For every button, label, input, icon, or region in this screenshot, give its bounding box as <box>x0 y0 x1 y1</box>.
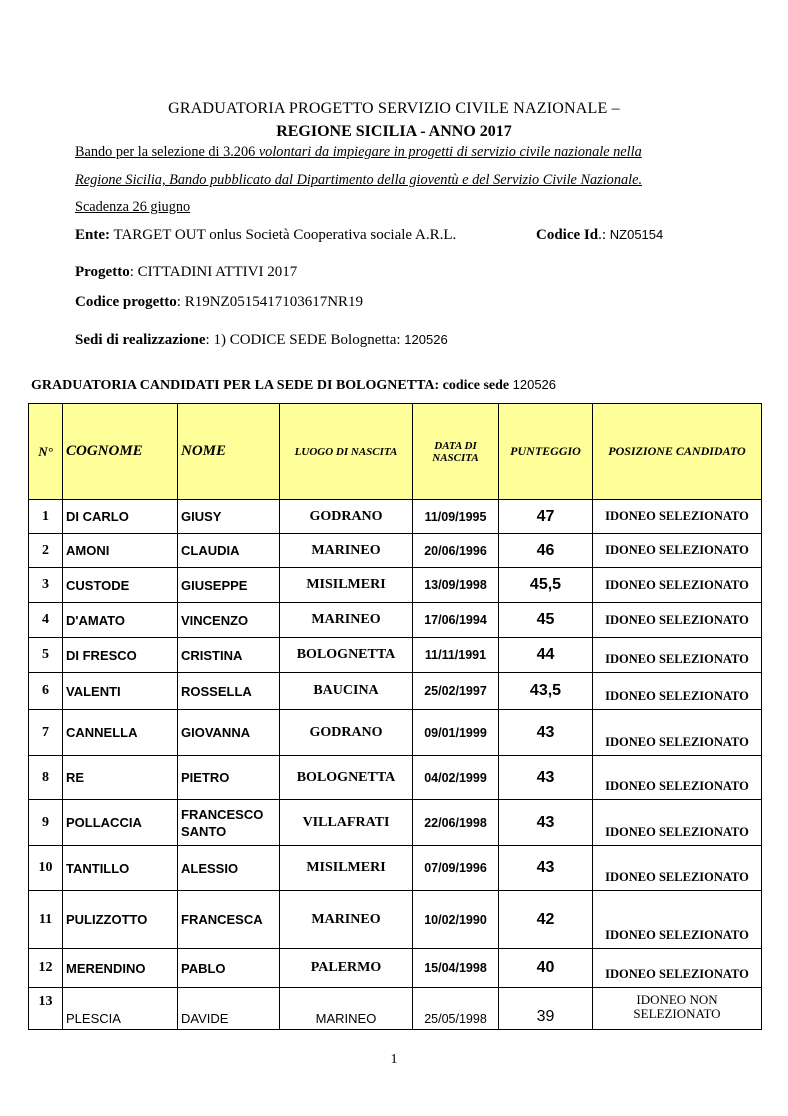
cell-posizione: IDONEO SELEZIONATO <box>593 949 762 988</box>
cell-n: 10 <box>29 846 63 891</box>
progetto-label: Progetto <box>75 264 130 280</box>
cell-data: 11/09/1995 <box>413 500 499 534</box>
ranking-table <box>28 403 762 1030</box>
cell-punteggio: 43 <box>499 846 593 891</box>
cell-luogo: MARINEO <box>280 891 413 949</box>
cell-posizione: IDONEO SELEZIONATO <box>593 638 762 673</box>
cell-n: 9 <box>29 800 63 846</box>
cell-luogo: MISILMERI <box>280 568 413 603</box>
cell-data: 17/06/1994 <box>413 603 499 638</box>
cell-nome: ALESSIO <box>178 846 280 891</box>
cell-n: 12 <box>29 949 63 988</box>
cell-cognome: DI CARLO <box>63 500 178 534</box>
cell-data: 11/11/1991 <box>413 638 499 673</box>
bando-italic-text: Regione Sicilia, Bando pubblicato dal Dipartimento della gioventù e del Servizio Civile Nazionale. <box>75 172 643 188</box>
graduatoria-heading <box>31 377 556 394</box>
cell-nome: PIETRO <box>178 756 280 800</box>
cell-punteggio: 47 <box>499 500 593 534</box>
cell-posizione: IDONEO SELEZIONATO <box>593 710 762 756</box>
cell-luogo: BOLOGNETTA <box>280 756 413 800</box>
codice-progetto-value: : R19NZ0515417103617NR19 <box>176 294 364 310</box>
table-row <box>29 568 762 603</box>
cell-cognome: TANTILLO <box>63 846 178 891</box>
table-row <box>29 949 762 988</box>
table-row <box>29 673 762 710</box>
cell-data: 25/02/1997 <box>413 673 499 710</box>
sedi-code: 120526 <box>404 332 448 347</box>
bando-deadline: Scadenza 26 giugno <box>75 199 191 215</box>
progetto-line <box>75 264 297 281</box>
header-cognome: COGNOME <box>63 404 178 500</box>
cell-cognome: RE <box>63 756 178 800</box>
table-row <box>29 710 762 756</box>
cell-luogo: VILLAFRATI <box>280 800 413 846</box>
cell-data: 04/02/1999 <box>413 756 499 800</box>
table-row <box>29 638 762 673</box>
cell-punteggio: 43 <box>499 756 593 800</box>
cell-nome: DAVIDE <box>178 988 280 1030</box>
ente-label: Ente: <box>75 227 110 243</box>
codice-id-sep: .: <box>598 227 610 243</box>
cell-nome: ROSSELLA <box>178 673 280 710</box>
ente-line <box>75 227 456 244</box>
table-row <box>29 800 762 846</box>
codice-id-value: NZ05154 <box>609 227 664 242</box>
cell-luogo: GODRANO <box>280 710 413 756</box>
page-number: 1 <box>390 1052 398 1067</box>
cell-data: 22/06/1998 <box>413 800 499 846</box>
ente-value: TARGET OUT onlus Società Cooperativa sociale A.R.L. <box>110 227 457 243</box>
cell-nome: VINCENZO <box>178 603 280 638</box>
cell-luogo: MARINEO <box>280 534 413 568</box>
cell-posizione: IDONEO SELEZIONATO <box>593 534 762 568</box>
cell-nome: PABLO <box>178 949 280 988</box>
cell-luogo: BOLOGNETTA <box>280 638 413 673</box>
cell-punteggio: 43 <box>499 800 593 846</box>
cell-luogo: GODRANO <box>280 500 413 534</box>
header-n: N° <box>29 404 63 500</box>
cell-cognome: MERENDINO <box>63 949 178 988</box>
cell-punteggio: 45 <box>499 603 593 638</box>
bando-italic-text: volontari da impiegare in progetti di servizio civile nazionale nella <box>258 144 642 160</box>
cell-punteggio: 46 <box>499 534 593 568</box>
cell-n: 6 <box>29 673 63 710</box>
cell-nome: GIUSEPPE <box>178 568 280 603</box>
cell-data: 07/09/1996 <box>413 846 499 891</box>
cell-punteggio: 39 <box>499 988 593 1030</box>
cell-punteggio: 44 <box>499 638 593 673</box>
codice-id-line <box>536 227 663 244</box>
cell-punteggio: 45,5 <box>499 568 593 603</box>
header-posizione: POSIZIONE CANDIDATO <box>593 404 762 500</box>
cell-n: 2 <box>29 534 63 568</box>
cell-cognome: AMONI <box>63 534 178 568</box>
cell-nome: GIOVANNA <box>178 710 280 756</box>
graduatoria-code: 120526 <box>512 377 557 392</box>
header-nome: NOME <box>178 404 280 500</box>
table-header-row <box>29 404 762 500</box>
table-row <box>29 891 762 949</box>
cell-luogo: MARINEO <box>280 603 413 638</box>
cell-cognome: VALENTI <box>63 673 178 710</box>
cell-n: 8 <box>29 756 63 800</box>
cell-luogo: PALERMO <box>280 949 413 988</box>
cell-data: 10/02/1990 <box>413 891 499 949</box>
codice-id-label: Codice Id <box>536 227 599 243</box>
cell-data: 13/09/1998 <box>413 568 499 603</box>
sedi-line <box>75 332 448 349</box>
cell-luogo: BAUCINA <box>280 673 413 710</box>
cell-n: 13 <box>29 988 63 1030</box>
cell-punteggio: 42 <box>499 891 593 949</box>
bando-text: Bando per la selezione di 3.206 <box>75 144 259 160</box>
cell-posizione: IDONEO SELEZIONATO <box>593 568 762 603</box>
cell-luogo: MARINEO <box>280 988 413 1030</box>
table-row <box>29 603 762 638</box>
cell-posizione: IDONEO SELEZIONATO <box>593 891 762 949</box>
cell-data: 09/01/1999 <box>413 710 499 756</box>
cell-n: 11 <box>29 891 63 949</box>
cell-cognome: CANNELLA <box>63 710 178 756</box>
cell-n: 7 <box>29 710 63 756</box>
cell-posizione: IDONEO SELEZIONATO <box>593 846 762 891</box>
header-punteggio: PUNTEGGIO <box>499 404 593 500</box>
cell-nome: CLAUDIA <box>178 534 280 568</box>
progetto-value: : CITTADINI ATTIVI 2017 <box>129 264 298 280</box>
cell-posizione: IDONEO SELEZIONATO <box>593 800 762 846</box>
cell-punteggio: 43 <box>499 710 593 756</box>
header-data: DATA DI NASCITA <box>413 404 499 500</box>
cell-posizione: IDONEO SELEZIONATO <box>593 756 762 800</box>
cell-posizione: IDONEO NON SELEZIONATO <box>593 988 762 1030</box>
bando-line-2 <box>75 172 735 189</box>
codice-progetto-line <box>75 294 363 311</box>
sedi-value: : 1) CODICE SEDE Bolognetta: <box>205 332 405 348</box>
cell-nome: FRANCESCO SANTO <box>178 800 280 846</box>
document-title: GRADUATORIA PROGETTO SERVIZIO CIVILE NAZIONALE – <box>168 100 620 117</box>
cell-nome: CRISTINA <box>178 638 280 673</box>
cell-posizione: IDONEO SELEZIONATO <box>593 500 762 534</box>
cell-cognome: PULIZZOTTO <box>63 891 178 949</box>
cell-cognome: CUSTODE <box>63 568 178 603</box>
cell-luogo: MISILMERI <box>280 846 413 891</box>
table-row <box>29 756 762 800</box>
table-row <box>29 500 762 534</box>
cell-cognome: DI FRESCO <box>63 638 178 673</box>
cell-cognome: PLESCIA <box>63 988 178 1030</box>
cell-nome: GIUSY <box>178 500 280 534</box>
bando-line-1 <box>75 144 735 161</box>
graduatoria-heading-text: GRADUATORIA CANDIDATI PER LA SEDE DI BOLOGNETTA: codice sede <box>31 378 513 393</box>
cell-data: 25/05/1998 <box>413 988 499 1030</box>
cell-data: 15/04/1998 <box>413 949 499 988</box>
table-row <box>29 846 762 891</box>
cell-n: 4 <box>29 603 63 638</box>
table-row <box>29 534 762 568</box>
table-row <box>29 988 762 1030</box>
cell-n: 3 <box>29 568 63 603</box>
cell-punteggio: 40 <box>499 949 593 988</box>
codice-progetto-label: Codice progetto <box>75 294 177 310</box>
cell-posizione: IDONEO SELEZIONATO <box>593 673 762 710</box>
cell-punteggio: 43,5 <box>499 673 593 710</box>
cell-cognome: D'AMATO <box>63 603 178 638</box>
document-subtitle: REGIONE SICILIA - ANNO 2017 <box>276 123 512 140</box>
cell-posizione: IDONEO SELEZIONATO <box>593 603 762 638</box>
cell-nome: FRANCESCA <box>178 891 280 949</box>
cell-n: 5 <box>29 638 63 673</box>
cell-data: 20/06/1996 <box>413 534 499 568</box>
header-luogo: LUOGO DI NASCITA <box>280 404 413 500</box>
cell-n: 1 <box>29 500 63 534</box>
cell-cognome: POLLACCIA <box>63 800 178 846</box>
sedi-label: Sedi di realizzazione <box>75 332 206 348</box>
